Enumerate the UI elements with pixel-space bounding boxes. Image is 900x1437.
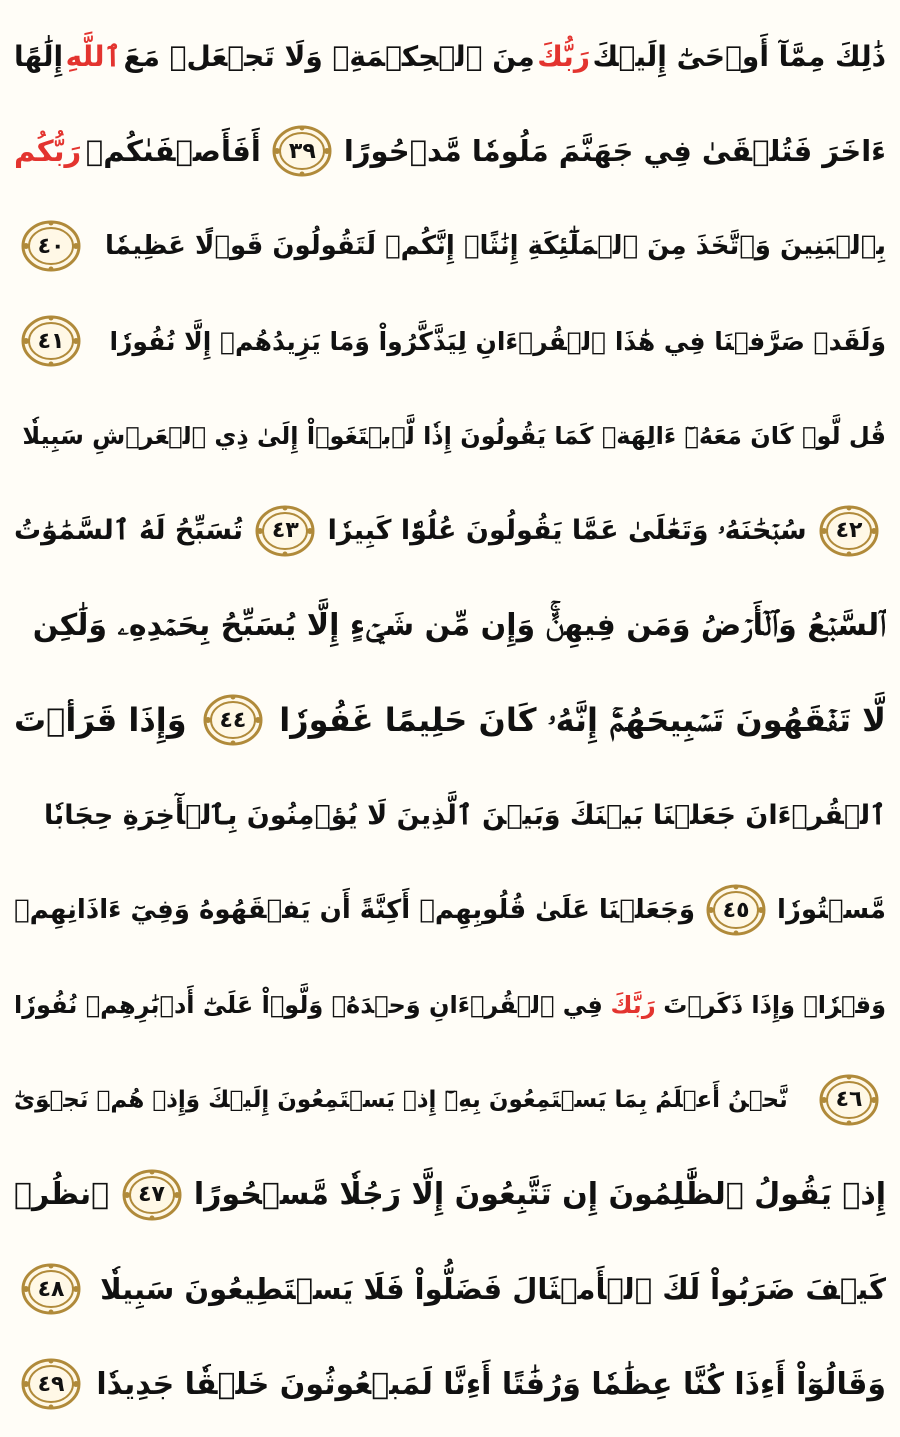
verse-text: ءَاخَرَ فَتُلۡقَىٰ فِي جَهَنَّمَ مَلُومٗا مَّدۡحُورًا [343, 134, 886, 169]
text-line [14, 773, 886, 858]
verse-text: سُبۡحَٰنَهُۥ وَتَعَٰلَىٰ عَمَّا يَقُولُونَ عُلُوّٗا كَبِيرٗا [327, 514, 807, 546]
verse-text: وَقَالُوٓاْ أَءِذَا كُنَّا عِظَٰمٗا وَرُفَٰتًا أَءِنَّا لَمَبۡعُوثُونَ خَلۡقٗا جَدِيدٗا [96, 1366, 886, 1402]
divine-name-text: رَبُّكُم [14, 134, 82, 169]
text-line [14, 1247, 886, 1332]
text-line [14, 1057, 886, 1142]
ayah-number-marker [20, 1356, 82, 1412]
text-line [14, 868, 886, 953]
verse-text: نَّحۡنُ أَعۡلَمُ بِمَا يَسۡتَمِعُونَ بِهِۦٓ إِذۡ يَسۡتَمِعُونَ إِلَيۡكَ وَإِذۡ هُمۡ نَجۡوَىٰٓ [14, 1086, 788, 1113]
ayah-number: ٣٩ [288, 138, 316, 164]
verse-text: وَجَعَلۡنَا عَلَىٰ قُلُوبِهِمۡ أَكِنَّةً أَن يَفۡقَهُوهُ وَفِيٓ ءَاذَانِهِمۡ [14, 895, 696, 926]
verse-text: كَيۡفَ ضَرَبُواْ لَكَ ٱلۡأَمۡثَالَ فَضَلُّواْ فَلَا يَسۡتَطِيعُونَ سَبِيلٗا [100, 1272, 886, 1307]
verse-text: بِٱلۡبَنِينَ وَٱتَّخَذَ مِنَ ٱلۡمَلَٰٓئِكَةِ إِنَٰثًاۚ إِنَّكُمۡ لَتَقُولُونَ قَوۡلًا عَظِيمٗا [105, 231, 886, 262]
divine-name-text: رَبَّكَ [610, 990, 656, 1019]
verse-text: فِي ٱلۡقُرۡءَانِ وَحۡدَهُۥ وَلَّوۡاْ عَلَىٰٓ أَدۡبَٰرِهِمۡ نُفُورٗا [14, 990, 603, 1019]
ayah-number: ٤٣ [271, 518, 299, 544]
text-line [14, 393, 886, 478]
text-line [14, 14, 886, 99]
ayah-number-marker [271, 123, 333, 179]
ayah-number-marker [705, 882, 767, 938]
ayah-number: ٤٤ [219, 707, 247, 733]
ayah-number: ٤٦ [835, 1087, 863, 1113]
text-line [14, 299, 886, 384]
ayah-number: ٤٩ [37, 1371, 65, 1397]
verse-text: وَلَقَدۡ صَرَّفۡنَا فِي هَٰذَا ٱلۡقُرۡءَانِ لِيَذَّكَّرُواْ وَمَا يَزِيدُهُمۡ إِلَّا نُفُورٗا [109, 326, 886, 356]
verse-text: إِذۡ يَقُولُ ٱلظَّٰلِمُونَ إِن تَتَّبِعُونَ إِلَّا رَجُلٗا مَّسۡحُورًا [193, 1177, 886, 1213]
text-line [14, 962, 886, 1047]
ayah-number-marker [254, 503, 316, 559]
verse-text: وَإِذَا قَرَأۡتَ [14, 701, 187, 740]
text-line [14, 583, 886, 668]
verse-text: مَّسۡتُورٗا [777, 895, 886, 926]
text-line [14, 678, 886, 763]
text-lines [14, 14, 886, 1427]
ayah-number: ٤٥ [722, 897, 750, 923]
text-line [14, 204, 886, 289]
verse-text: أَفَأَصۡفَىٰكُمۡ [85, 134, 261, 169]
verse-text: تُسَبِّحُ لَهُ ٱلسَّمَٰوَٰتُ [14, 515, 244, 547]
verse-text: ٱلۡقُرۡءَانَ جَعَلۡنَا بَيۡنَكَ وَبَيۡنَ ٱلَّذِينَ لَا يُؤۡمِنُونَ بِٱلۡأٓخِرَةِ حِجَابٗا [44, 799, 886, 831]
ayah-number-marker [20, 218, 82, 274]
text-line [14, 1342, 886, 1427]
ayah-number: ٤٧ [138, 1182, 165, 1208]
verse-text: ٱنظُرۡ [14, 1177, 110, 1213]
divine-name-text: رَبُّكَ [537, 40, 590, 73]
verse-text: مِنَ ٱلۡحِكۡمَةِۗ وَلَا تَجۡعَلۡ مَعَ [123, 40, 535, 73]
text-line [14, 1152, 886, 1237]
ayah-number: ٤٢ [835, 518, 863, 544]
verse-text: ذَٰلِكَ مِمَّآ أَوۡحَىٰٓ إِلَيۡكَ [592, 40, 886, 73]
ayah-number-marker [20, 313, 82, 369]
text-line [14, 488, 886, 573]
verse-text: قُل لَّوۡ كَانَ مَعَهُۥٓ ءَالِهَةٞ كَمَا يَقُولُونَ إِذٗا لَّٱبۡتَغَوۡاْ إِلَىٰ ذِي ٱلۡعَرۡشِ سَبِيلٗا [22, 421, 886, 450]
ayah-number-marker [818, 503, 880, 559]
verse-text: إِلَٰهًا [14, 40, 64, 73]
ayah-number-marker [121, 1167, 183, 1223]
ayah-number-marker [818, 1072, 880, 1128]
ayah-number: ٤٨ [37, 1276, 65, 1302]
verse-text: لَّا تَفۡقَهُونَ تَسۡبِيحَهُمۡۚ إِنَّهُۥ كَانَ حَلِيمًا غَفُورٗا [279, 700, 886, 739]
ayah-number: ٤٠ [37, 233, 65, 259]
divine-name-text: ٱللَّهِ [65, 40, 121, 73]
ayah-number: ٤١ [37, 328, 65, 354]
text-line [14, 109, 886, 194]
verse-text: وَقۡرٗاۚ وَإِذَا ذَكَرۡتَ [663, 990, 886, 1019]
ayah-number-marker [20, 1261, 82, 1317]
ayah-number-marker [202, 692, 264, 748]
verse-text: ٱلسَّبۡعُ وَٱلۡأَرۡضُ وَمَن فِيهِنَّۚ وَإِن مِّن شَيۡءٍ إِلَّا يُسَبِّحُ بِحَمۡدِهِۦ وَلَٰكِن [32, 608, 886, 644]
